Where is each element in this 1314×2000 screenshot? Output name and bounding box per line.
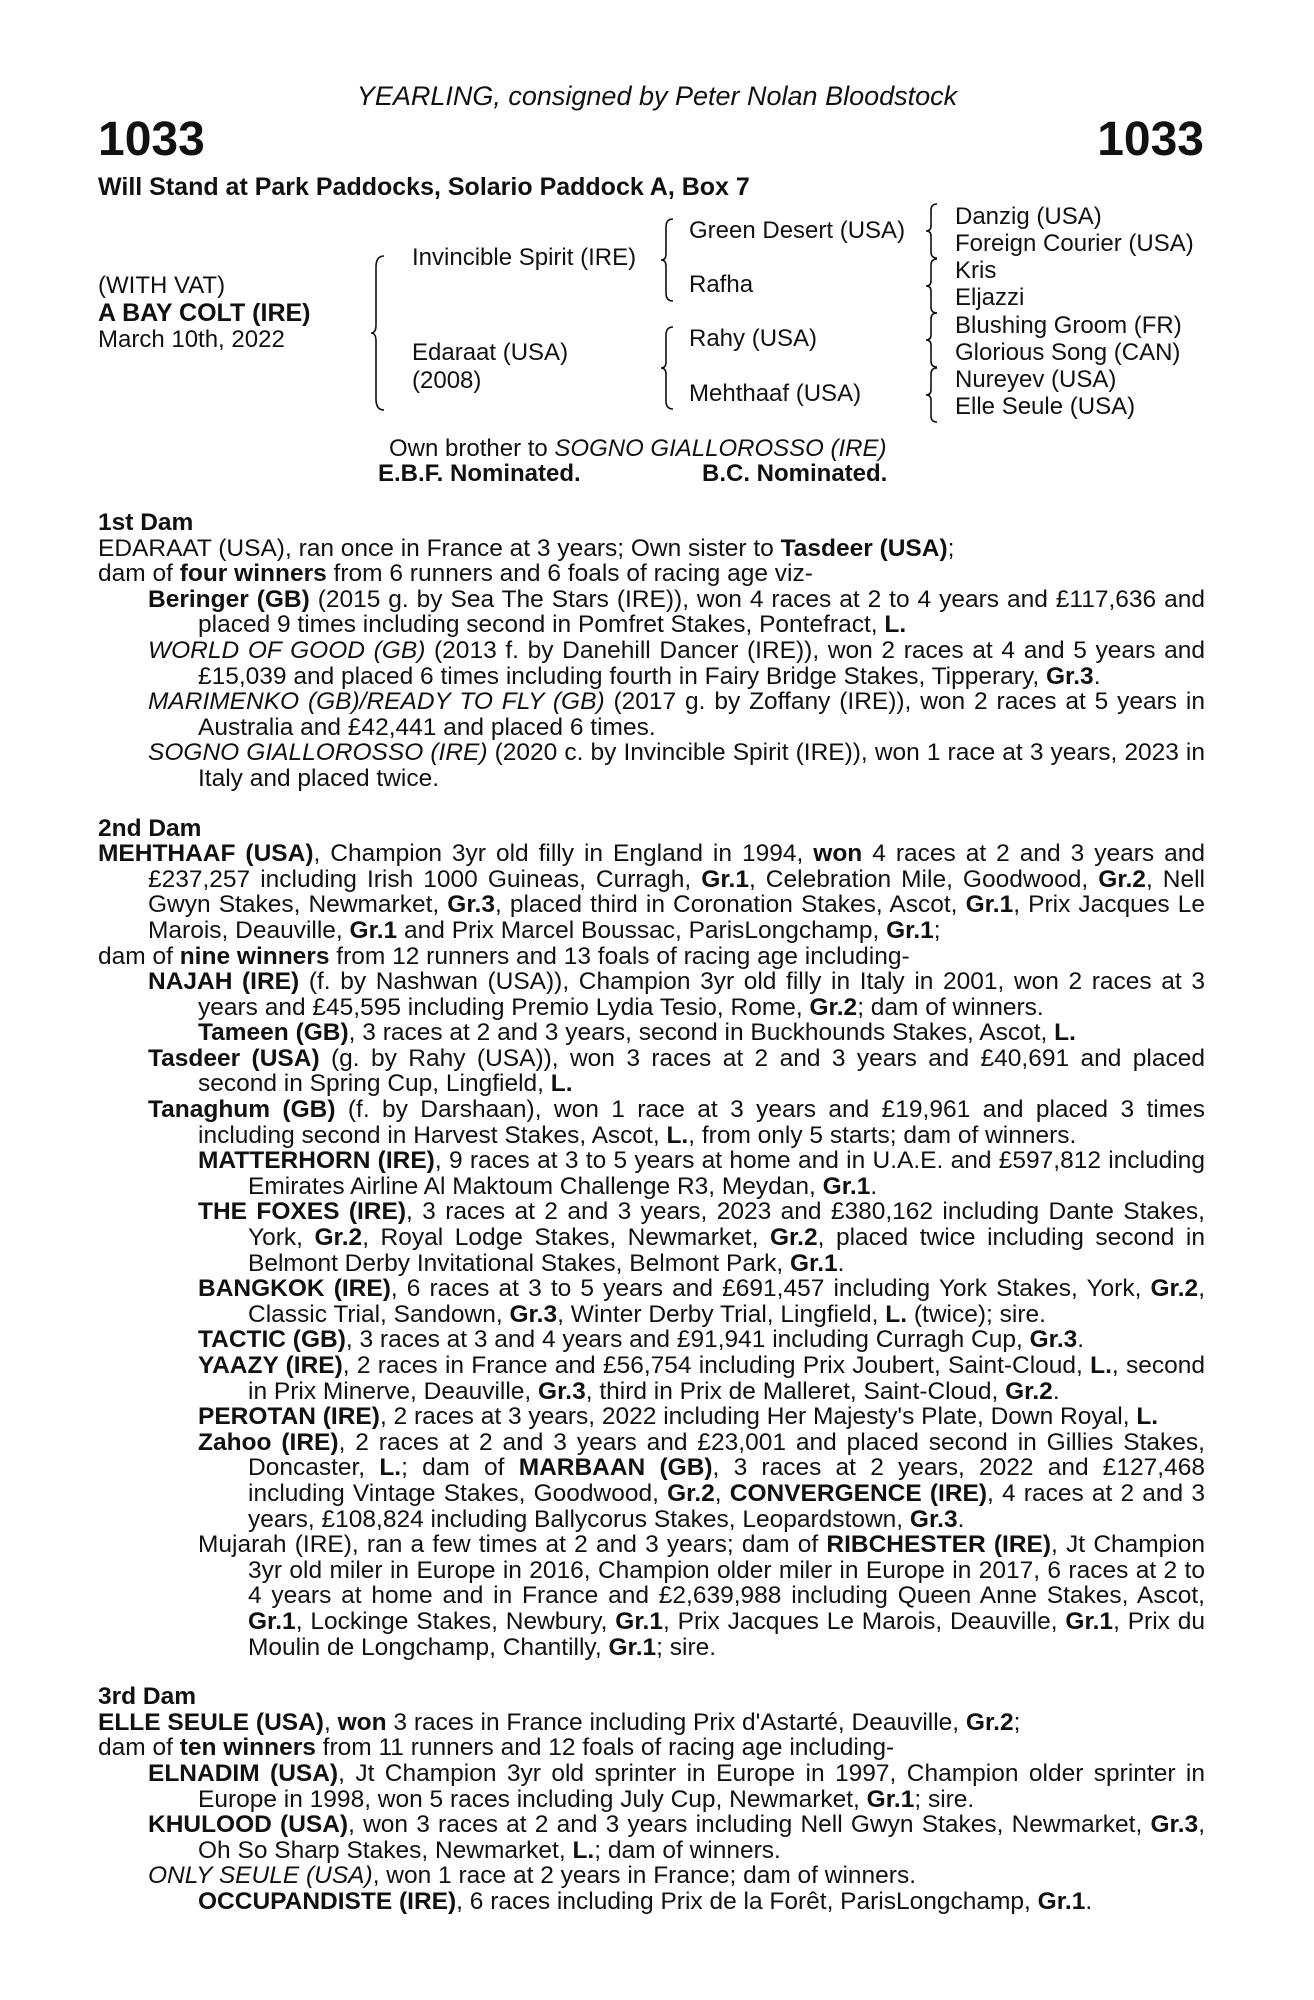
text-run: dam of xyxy=(98,560,180,588)
sire-name: Invincible Spirit (IRE) xyxy=(412,244,637,271)
text-run: Gr.1 xyxy=(615,1607,663,1635)
text-run: (2013 f. by Danehill Dancer (IRE)), won 2 races at 4 and 5 years and £15,039 and placed 6 times including fourth in Fairy Bridge Stakes, Tipperary, xyxy=(198,636,1205,690)
entry-paragraph xyxy=(98,1532,1205,1660)
text-run: Mujarah (IRE), ran a few times at 2 and 3 years; dam of xyxy=(198,1531,827,1559)
text-run: (g. by Rahy (USA)), won 3 races at 2 and 3 years and £40,691 and placed second in Spring Cup, Lingfield, xyxy=(198,1044,1205,1098)
text-run: ; sire. xyxy=(656,1633,717,1661)
text-run: WORLD OF GOOD (GB) xyxy=(148,636,426,664)
text-run: , 9 races at 3 to 5 years at home and in U.A.E. and £597,812 including Emirates Airline Al Maktoum Challenge R3, Meydan, xyxy=(248,1147,1205,1200)
text-run: Gr.1 xyxy=(608,1633,657,1661)
text-run: , Jt Champion 3yr old sprinter in Europe in 1997, Champion older sprinter in Europe in 1998, won 5 races including July Cup, Newmarket, xyxy=(198,1759,1205,1813)
text-run: (twice); sire. xyxy=(907,1300,1046,1328)
text-run: . xyxy=(1077,1326,1085,1354)
text-run: MEHTHAAF (USA) xyxy=(98,840,314,868)
vat-note: (WITH VAT) xyxy=(98,272,226,299)
entry-paragraph xyxy=(98,561,1205,587)
text-run: Gr.2 xyxy=(1005,1377,1053,1405)
text-run: (2020 c. by Invincible Spirit (IRE)), won 1 race at 3 years, 2023 in Italy and placed twice. xyxy=(198,739,1205,792)
text-run: Gr.3 xyxy=(1029,1326,1078,1354)
text-run: Gr.1 xyxy=(349,916,398,944)
text-run: SOGNO GIALLOROSSO (IRE) xyxy=(148,739,488,767)
text-run: . xyxy=(1052,1377,1060,1405)
text-run: CONVERGENCE (IRE) xyxy=(729,1479,988,1507)
text-run: , Nell Gwyn Stakes, Newmarket, xyxy=(148,865,1206,919)
entry-paragraph xyxy=(98,1199,1205,1276)
text-run: , 2 races in France and £56,754 including Prix Joubert, Saint-Cloud, xyxy=(342,1352,1091,1379)
entry-paragraph xyxy=(98,1327,1205,1353)
gs-bracket-1 xyxy=(925,203,941,259)
text-run: , 3 races at 3 and 4 years and £91,941 including Curragh Cup, xyxy=(345,1326,1030,1354)
text-run: . xyxy=(957,1505,965,1533)
text-run: L. xyxy=(1136,1403,1159,1431)
text-run: , won 1 race at 2 years in France; dam of winners. xyxy=(372,1862,917,1890)
text-run: , 2 races at 3 years, 2022 including Her Majesty's Plate, Down Royal, xyxy=(379,1403,1137,1431)
section-heading: 2nd Dam xyxy=(98,814,202,842)
text-run: , 4 races at 2 and 3 years, £108,824 including Ballycorus Stakes, Leopardstown, xyxy=(248,1479,1205,1533)
section-heading: 3rd Dam xyxy=(98,1683,197,1711)
text-run: MARBAAN (GB) xyxy=(518,1454,713,1482)
text-run: MARIMENKO (GB)/READY TO FLY (GB) xyxy=(148,688,605,716)
text-run: Gr.3 xyxy=(909,1505,958,1533)
bc-nominated: B.C. Nominated. xyxy=(702,460,888,487)
text-run: THE FOXES (IRE) xyxy=(198,1198,406,1226)
lot-number-left: 1033 xyxy=(98,113,205,166)
text-run: Gr.1 xyxy=(822,1172,871,1200)
text-run: (f. by Darshaan), won 1 race at 3 years and £19,961 and placed 3 times including second in Harvest Stakes, Ascot, xyxy=(198,1096,1205,1149)
entry-paragraph xyxy=(98,1276,1205,1327)
text-run: Zahoo (IRE) xyxy=(198,1428,339,1456)
text-run: NAJAH (IRE) xyxy=(148,968,300,996)
entry-paragraph xyxy=(98,638,1205,689)
text-run: Beringer (GB) xyxy=(148,585,310,613)
text-run: from 12 runners and 13 foals of racing age including- xyxy=(329,942,910,970)
text-run: , Prix du Moulin de Longchamp, Chantilly, xyxy=(248,1607,1205,1661)
text-run: , placed third in Coronation Stakes, Ascot, xyxy=(494,891,966,919)
text-run: ten winners xyxy=(179,1734,316,1762)
entry-paragraph xyxy=(98,969,1205,1020)
text-run: MATTERHORN (IRE) xyxy=(198,1147,435,1175)
text-run: Gr.1 xyxy=(1065,1607,1114,1635)
text-run: PEROTAN (IRE) xyxy=(198,1403,380,1431)
text-run: L. xyxy=(379,1454,402,1482)
text-run: ; dam of winners. xyxy=(594,1836,781,1864)
text-run: , Oh So Sharp Stakes, Newmarket, xyxy=(198,1811,1205,1864)
text-run: dam of xyxy=(98,942,180,970)
text-run: , Lockinge Stakes, Newbury, xyxy=(295,1607,616,1635)
consignment-line: YEARLING, consigned by Peter Nolan Bloodstock xyxy=(356,81,958,111)
text-run: Gr.1 xyxy=(866,1785,915,1813)
text-run: (2015 g. by Sea The Stars (IRE)), won 4 races at 2 to 4 years and £117,636 and placed 9 times including second in Pomfret Stakes, Pontefract, xyxy=(198,585,1205,639)
text-run: , Jt Champion 3yr old miler in Europe in 2016, Champion older miler in Europe in 2017, 6 races at 2 to 4 years at home and in France and £2,639,988 including Queen Anne Stakes, Ascot, xyxy=(248,1531,1205,1610)
sire-bracket xyxy=(660,218,678,302)
text-run: Gr.2 xyxy=(1150,1275,1199,1303)
text-run: L. xyxy=(884,611,907,639)
text-run: from 6 runners and 6 foals of racing age viz- xyxy=(326,560,813,588)
text-run: nine winners xyxy=(179,942,330,970)
text-run: L. xyxy=(1090,1352,1112,1379)
stand-location: Will Stand at Park Paddocks, Solario Paddock A, Box 7 xyxy=(98,173,750,201)
gs-kris: Kris xyxy=(955,257,997,284)
text-run: Gr.1 xyxy=(886,916,934,944)
sire-dam-name: Rafha xyxy=(689,271,754,298)
text-run: , 2 races at 2 and 3 years and £23,001 and placed second in Gillies Stakes, Doncaster, xyxy=(248,1428,1205,1482)
gs-danzig: Danzig (USA) xyxy=(955,203,1102,230)
text-run: . xyxy=(837,1249,845,1277)
text-run: . xyxy=(1085,1887,1093,1915)
text-run: BANGKOK (IRE) xyxy=(198,1275,391,1303)
entry-paragraph xyxy=(98,1735,1205,1761)
entry-paragraph xyxy=(98,1148,1205,1199)
text-run: OCCUPANDISTE (IRE) xyxy=(198,1887,457,1915)
text-run: , Prix Jacques Le Marois, Deauville, xyxy=(662,1607,1066,1635)
text-run: and Prix Marcel Boussac, ParisLongchamp, xyxy=(397,916,887,944)
text-run: Gr.1 xyxy=(965,891,1014,919)
text-run: , 3 races at 2 and 3 years, second in Buckhounds Stakes, Ascot, xyxy=(348,1019,1055,1047)
entry-paragraph xyxy=(98,1353,1205,1404)
text-run: Gr.2 xyxy=(667,1479,715,1507)
entry-paragraph xyxy=(98,1889,1205,1915)
text-run: EDARAAT (USA), ran once in France at 3 years; Own sister to xyxy=(98,534,781,562)
text-run: ELLE SEULE (USA) xyxy=(98,1708,324,1736)
section-heading: 1st Dam xyxy=(98,509,194,536)
text-run: , Winter Derby Trial, Lingfield, xyxy=(557,1300,886,1328)
gs-blushing-groom: Blushing Groom (FR) xyxy=(955,312,1182,339)
text-run: four winners xyxy=(179,560,327,588)
text-run: , Celebration Mile, Goodwood, xyxy=(748,865,1099,893)
sire-dam-bracket xyxy=(370,255,390,411)
text-run: , from only 5 starts; dam of winners. xyxy=(688,1121,1077,1149)
text-run: , 6 races including Prix de la Forêt, ParisLongchamp, xyxy=(456,1887,1038,1915)
text-run: TACTIC (GB) xyxy=(198,1326,346,1354)
own-brother-horse: SOGNO GIALLOROSSO (IRE) xyxy=(554,435,887,462)
text-run: , third in Prix de Malleret, Saint-Cloud, xyxy=(585,1377,1006,1405)
entry-paragraph xyxy=(98,1046,1205,1097)
text-run: , Champion 3yr old filly in England in 1994, xyxy=(313,840,814,868)
text-run: won xyxy=(813,840,863,868)
text-run: L. xyxy=(666,1121,689,1149)
dam-dam-name: Mehthaaf (USA) xyxy=(689,380,862,407)
text-run: won xyxy=(337,1708,387,1736)
text-run: ELNADIM (USA) xyxy=(148,1759,339,1787)
text-run: , Royal Lodge Stakes, Newmarket, xyxy=(362,1224,770,1252)
text-run: , xyxy=(323,1708,338,1736)
text-run: Gr.2 xyxy=(1098,865,1146,893)
text-run: L. xyxy=(1054,1019,1076,1047)
text-run: Gr.2 xyxy=(809,993,858,1021)
entry-paragraph xyxy=(98,1430,1205,1532)
entry-paragraph xyxy=(98,1863,1205,1889)
text-run: Tanaghum (GB) xyxy=(148,1096,336,1124)
text-run: ; xyxy=(933,916,941,944)
gs-foreign-courier: Foreign Courier (USA) xyxy=(955,230,1194,257)
gs-bracket-4 xyxy=(925,367,941,423)
gs-eljazzi: Eljazzi xyxy=(955,284,1025,311)
dam-year: (2008) xyxy=(412,367,482,394)
text-run: , placed twice including second in Belmont Derby Invitational Stakes, Belmont Park, xyxy=(248,1224,1205,1277)
ebf-nominated: E.B.F. Nominated. xyxy=(378,460,581,487)
entry-paragraph xyxy=(98,841,1205,943)
gs-elle-seule: Elle Seule (USA) xyxy=(955,393,1136,420)
entry-paragraph xyxy=(98,1097,1205,1148)
text-run: ; sire. xyxy=(914,1785,975,1813)
entry-paragraph xyxy=(98,536,1205,562)
gs-bracket-3 xyxy=(925,312,941,368)
entry-paragraph xyxy=(98,1710,1205,1736)
text-run: , xyxy=(714,1479,730,1507)
text-run: Gr.3 xyxy=(447,891,495,919)
text-run: Gr.1 xyxy=(248,1607,296,1635)
text-run: Tameen (GB) xyxy=(198,1019,349,1047)
text-run: Gr.1 xyxy=(701,865,749,893)
text-run: Gr.3 xyxy=(538,1377,586,1405)
dam-sire-name: Rahy (USA) xyxy=(689,325,818,352)
text-run: Gr.1 xyxy=(789,1249,838,1277)
text-run: Gr.2 xyxy=(769,1224,818,1252)
gs-bracket-2 xyxy=(925,258,941,314)
text-run: Gr.2 xyxy=(965,1708,1014,1736)
text-run: Gr.3 xyxy=(1046,662,1094,690)
sire-sire-name: Green Desert (USA) xyxy=(689,217,906,244)
text-run: , 3 races at 2 and 3 years, 2023 and £380,162 including Dante Stakes, York, xyxy=(248,1198,1205,1252)
text-run: RIBCHESTER (IRE) xyxy=(826,1531,1052,1559)
text-run: (f. by Nashwan (USA)), Champion 3yr old filly in Italy in 2001, won 2 races at 3 years and £45,595 including Premio Lydia Tesio, Rome, xyxy=(198,968,1205,1021)
text-run: , Prix Jacques Le Marois, Deauville, xyxy=(148,891,1205,944)
entry-paragraph xyxy=(98,587,1205,638)
text-run: Tasdeer (USA) xyxy=(148,1044,320,1072)
text-run: from 11 runners and 12 foals of racing age including- xyxy=(315,1734,895,1762)
entry-paragraph xyxy=(98,1761,1205,1812)
own-brother-note xyxy=(389,436,886,462)
entry-paragraph xyxy=(98,689,1205,740)
text-run: Gr.2 xyxy=(314,1224,363,1252)
text-run: YAAZY (IRE) xyxy=(198,1352,343,1379)
text-run: Gr.3 xyxy=(509,1300,558,1328)
text-run: . xyxy=(1093,662,1101,690)
text-run: L. xyxy=(550,1070,573,1098)
own-brother-prefix: Own brother to xyxy=(389,435,555,462)
text-run: Gr.1 xyxy=(1037,1887,1086,1915)
text-run: , second in Prix Minerve, Deauville, xyxy=(248,1352,1205,1405)
text-run: ; xyxy=(1013,1708,1021,1736)
text-run: KHULOOD (USA) xyxy=(148,1811,349,1839)
text-run: L. xyxy=(572,1836,595,1864)
text-run: Gr.3 xyxy=(1150,1811,1199,1839)
text-run: , 6 races at 3 to 5 years and £691,457 including York Stakes, York, xyxy=(390,1275,1151,1303)
text-run: ; xyxy=(947,534,955,562)
lot-number-right: 1033 xyxy=(1097,113,1204,166)
text-run: 3 races in France including Prix d'Astarté, Deauville, xyxy=(386,1708,966,1736)
catalogue-body xyxy=(98,510,1205,1914)
text-run: ; dam of winners. xyxy=(857,993,1044,1021)
text-run: ; dam of xyxy=(401,1454,519,1482)
dam-bracket xyxy=(660,326,678,410)
text-run: 4 races at 2 and 3 years and £237,257 including Irish 1000 Guineas, Curragh, xyxy=(148,840,1205,893)
text-run: (2017 g. by Zoffany (IRE)), won 2 races at 5 years in Australia and £42,441 and placed 6 times. xyxy=(198,688,1205,741)
gs-glorious-song: Glorious Song (CAN) xyxy=(955,339,1181,366)
text-run: dam of xyxy=(98,1734,180,1762)
entry-paragraph xyxy=(98,1812,1205,1863)
text-run: L. xyxy=(885,1300,908,1328)
text-run: ONLY SEULE (USA) xyxy=(148,1862,373,1890)
entry-paragraph xyxy=(98,1404,1205,1430)
horse-name: A BAY COLT (IRE) xyxy=(98,299,311,327)
text-run: , Classic Trial, Sandown, xyxy=(248,1275,1205,1328)
foaling-date: March 10th, 2022 xyxy=(98,326,285,353)
text-run: . xyxy=(870,1172,878,1200)
entry-paragraph xyxy=(98,740,1205,791)
text-run: Tasdeer (USA) xyxy=(780,534,948,562)
gs-nureyev: Nureyev (USA) xyxy=(955,366,1117,393)
entry-paragraph xyxy=(98,1020,1205,1046)
dam-name: Edaraat (USA) xyxy=(412,339,569,366)
text-run: , won 3 races at 2 and 3 years including Nell Gwyn Stakes, Newmarket, xyxy=(348,1811,1151,1839)
entry-paragraph xyxy=(98,944,1205,970)
text-run: , 3 races at 2 years, 2022 and £127,468 including Vintage Stakes, Goodwood, xyxy=(248,1454,1205,1507)
